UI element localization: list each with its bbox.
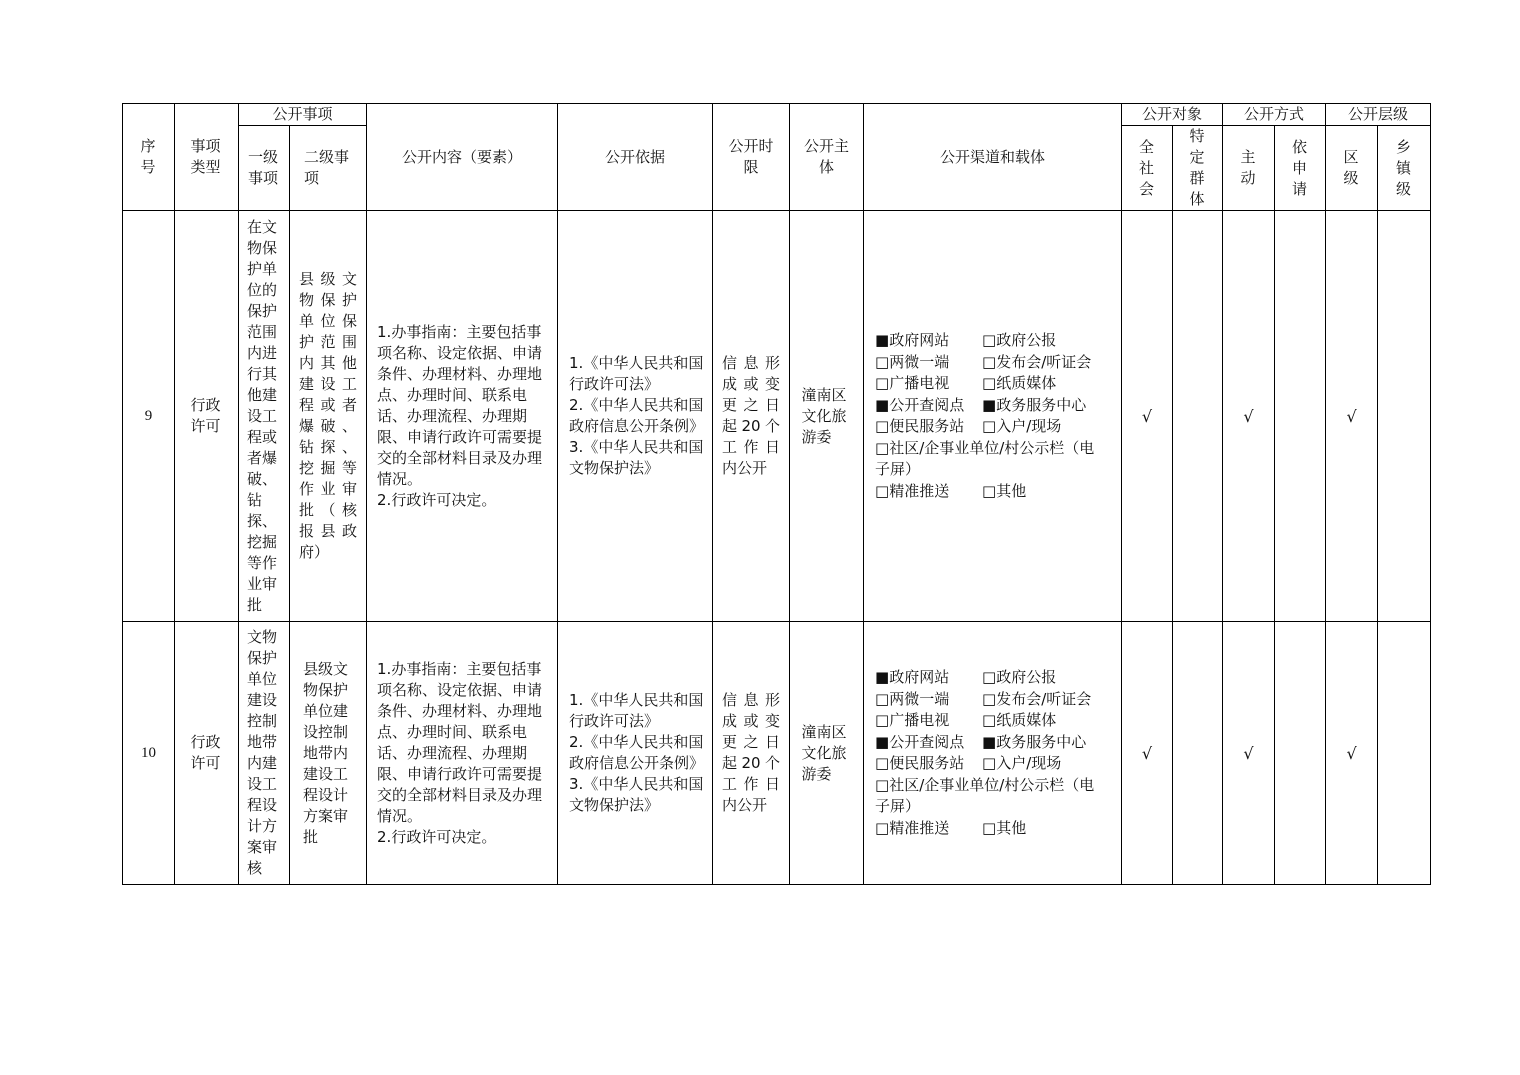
channel-onsite: □入户/现场 (982, 754, 1062, 772)
row-subject: 潼南区文化旅游委 (790, 622, 864, 885)
header-method-apply: 依申请 (1275, 126, 1326, 211)
channel-bulletin: □社区/企事业单位/村公示栏（电子屏） (875, 775, 1095, 815)
header-level: 公开层级 (1326, 104, 1431, 126)
channel-line (864, 732, 1121, 754)
row-all-society: √ (1122, 622, 1173, 885)
header-target-all: 全社会 (1122, 126, 1173, 211)
row-type: 行政许可 (175, 211, 239, 622)
table-row (123, 211, 1431, 622)
channel-line (864, 753, 1121, 775)
header-level-district: 区级 (1326, 126, 1378, 211)
row-type: 行政许可 (175, 622, 239, 885)
row-level1: 在文物保护单位的保护范围内进行其他建设工程或者爆破、钻探、挖掘等作业审批 (239, 211, 290, 622)
row-apply (1275, 622, 1326, 885)
channel-push: □精准推送 (875, 481, 950, 500)
channel-line (864, 352, 1121, 374)
row-town (1378, 211, 1431, 622)
channel-gov-gazette: □政府公报 (982, 668, 1057, 686)
row-channels (864, 622, 1122, 885)
table-row (123, 622, 1431, 885)
row-channels (864, 211, 1122, 622)
row-town (1378, 622, 1431, 885)
row-seq: 9 (123, 211, 175, 622)
channel-press-hearing: □发布会/听证会 (982, 352, 1092, 371)
header-seq: 序号 (123, 104, 175, 211)
row-time-limit: 信息形成或变更之日起20个工作日内公开 (713, 211, 790, 622)
row-subject: 潼南区文化旅游委 (790, 211, 864, 622)
channel-press-hearing: □发布会/听证会 (982, 689, 1092, 708)
channel-service-station: □便民服务站 (875, 754, 965, 772)
channel-line (864, 395, 1121, 417)
row-time-limit: 信息形成或变更之日起20个工作日内公开 (713, 622, 790, 885)
header-subject: 公开主体 (790, 104, 864, 211)
channel-push: □精准推送 (875, 818, 950, 837)
row-active: √ (1223, 211, 1275, 622)
channel-broadcast: □广播电视 (875, 374, 950, 392)
channel-gov-gazette: □政府公报 (982, 331, 1057, 349)
channel-reading-point: ■公开查阅点 (875, 395, 965, 414)
row-level2: 县级文物保护单位保护范围内其他建设工程或者爆破、钻探、挖掘等作业审批（核报县政府） (290, 211, 367, 622)
channel-line (864, 818, 1121, 840)
channel-line (864, 330, 1121, 352)
header-method-active: 主动 (1223, 126, 1275, 211)
header-time-limit: 公开时限 (713, 104, 790, 211)
row-seq: 10 (123, 622, 175, 885)
header-level-town: 乡镇级 (1378, 126, 1431, 211)
row-basis: 1.《中华人民共和国行政许可法》 2.《中华人民共和国政府信息公开条例》 3.《中华人民共和国文物保护法》 (558, 211, 713, 622)
channel-gov-website: ■政府网站 (875, 668, 950, 686)
row-district: √ (1326, 211, 1378, 622)
row-level1: 文物保护单位建设控制地带内建设工程设计方案审核 (239, 622, 290, 885)
row-content: 1.办事指南：主要包括事项名称、设定依据、申请条件、办理材料、办理地点、办理时间、联系电话、办理流程、办理期限、申请行政许可需要提交的全部材料目录及办理情况。 2.行政许可决定。 (367, 211, 558, 622)
channel-print: □纸质媒体 (982, 374, 1057, 392)
header-content: 公开内容（要素） (367, 104, 558, 211)
header-type: 事项类型 (175, 104, 239, 211)
row-specific (1173, 622, 1223, 885)
row-basis: 1.《中华人民共和国行政许可法》 2.《中华人民共和国政府信息公开条例》 3.《中华人民共和国文物保护法》 (558, 622, 713, 885)
header-level2: 二级事项 (290, 126, 367, 211)
header-basis: 公开依据 (558, 104, 713, 211)
row-specific (1173, 211, 1223, 622)
channel-reading-point: ■公开查阅点 (875, 732, 965, 751)
row-level2: 县级文物保护单位建设控制地带内建设工程设计方案审批 (290, 622, 367, 885)
channel-line (864, 416, 1121, 438)
channel-wechat-weibo: □两微一端 (875, 689, 950, 708)
channel-line (864, 710, 1121, 732)
row-active: √ (1223, 622, 1275, 885)
header-level1: 一级事项 (239, 126, 290, 211)
header-target-specific: 特定群体 (1173, 126, 1223, 211)
header-method: 公开方式 (1223, 104, 1326, 126)
channel-wechat-weibo: □两微一端 (875, 352, 950, 371)
header-target: 公开对象 (1122, 104, 1223, 126)
header-channel: 公开渠道和载体 (864, 104, 1122, 211)
row-district: √ (1326, 622, 1378, 885)
row-apply (1275, 211, 1326, 622)
disclosure-table (122, 103, 1431, 885)
channel-line (864, 373, 1121, 395)
channel-gov-website: ■政府网站 (875, 331, 950, 349)
channel-service-station: □便民服务站 (875, 417, 965, 435)
channel-line (864, 689, 1121, 711)
header-public-item: 公开事项 (239, 104, 367, 126)
channel-onsite: □入户/现场 (982, 417, 1062, 435)
row-all-society: √ (1122, 211, 1173, 622)
channel-other: □其他 (982, 818, 1027, 837)
channel-line (864, 667, 1121, 689)
channel-other: □其他 (982, 481, 1027, 500)
row-content: 1.办事指南：主要包括事项名称、设定依据、申请条件、办理材料、办理地点、办理时间、联系电话、办理流程、办理期限、申请行政许可需要提交的全部材料目录及办理情况。 2.行政许可决定。 (367, 622, 558, 885)
channel-broadcast: □广播电视 (875, 711, 950, 729)
channel-print: □纸质媒体 (982, 711, 1057, 729)
channel-line (864, 481, 1121, 503)
channel-bulletin: □社区/企事业单位/村公示栏（电子屏） (875, 438, 1095, 478)
channel-service-center: ■政务服务中心 (982, 395, 1087, 414)
channel-service-center: ■政务服务中心 (982, 732, 1087, 751)
